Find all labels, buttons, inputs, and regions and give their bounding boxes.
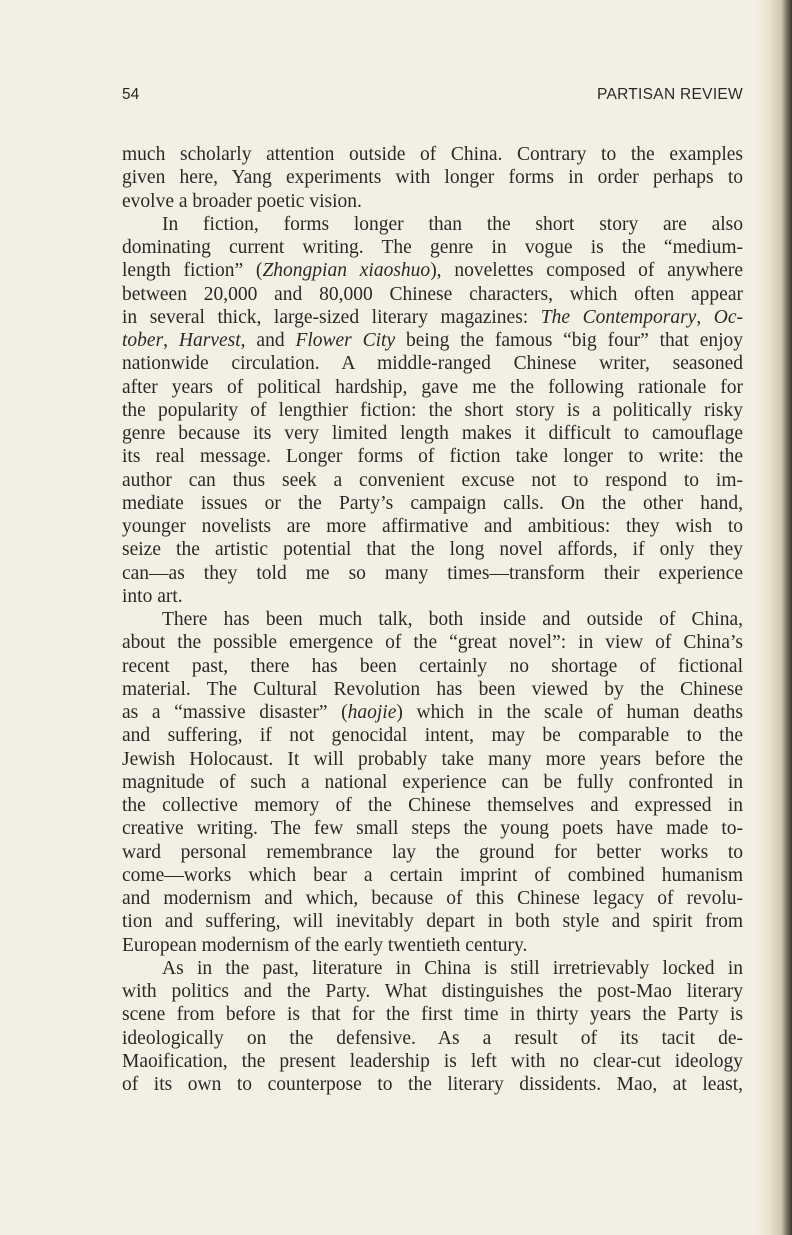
text-segment: mediate issues or the Party’s campaign calls. On the other hand, (122, 492, 743, 514)
italic-term: Oc- (713, 306, 744, 328)
italic-term: Harvest (178, 330, 241, 351)
italic-term: The Contemporary (540, 306, 697, 328)
text-line (122, 631, 743, 654)
text-line (122, 678, 743, 701)
text-line (122, 864, 743, 887)
text-segment: Jewish Holocaust. It will probably take many more years before the (122, 748, 743, 770)
text-line (122, 957, 743, 980)
text-line (122, 1003, 743, 1026)
text-segment: author can thus seek a convenient excuse not to respond to im- (122, 469, 743, 491)
text-line (122, 376, 743, 399)
italic-term: tober (122, 330, 164, 351)
text-segment: come—works which bear a certain imprint of combined humanism (122, 864, 743, 886)
text-line (122, 1050, 743, 1073)
text-line (122, 352, 743, 375)
text-line (122, 608, 743, 631)
text-line (122, 492, 743, 515)
text-segment: recent past, there has been certainly no shortage of fictional (122, 655, 743, 677)
text-line (122, 213, 743, 236)
text-segment: ward personal remembrance lay the ground for better works to (122, 841, 743, 863)
text-segment: evolve a broader poetic vision. (122, 190, 362, 212)
italic-term: Flower City (295, 330, 396, 351)
text-line (122, 538, 743, 561)
italic-term: Zhongpian xiaoshuo (262, 260, 431, 282)
text-line (122, 399, 743, 422)
text-segment: material. The Cultural Revolution has been viewed by the Chinese (122, 678, 743, 700)
text-line (122, 329, 743, 352)
book-binding-shadow (756, 0, 792, 1235)
text-line (122, 259, 743, 282)
text-line (122, 794, 743, 817)
italic-term: haojie (347, 702, 397, 723)
text-segment: younger novelists are more affirmative and ambitious: they wish to (122, 516, 743, 537)
text-segment: Maoification, the present leadership is left with no clear-cut ideology (122, 1050, 743, 1072)
text-segment: length fiction” ( (122, 260, 263, 282)
text-segment: being the famous “big four” that enjoy (395, 330, 744, 351)
text-line (122, 306, 743, 329)
text-line (122, 190, 743, 213)
text-line (122, 934, 743, 957)
journal-title: PARTISAN REVIEW (596, 86, 743, 103)
text-segment: given here, Yang experiments with longer forms in order perhaps to (122, 167, 743, 189)
text-line (122, 724, 743, 747)
text-line (122, 236, 743, 259)
text-segment: the collective memory of the Chinese themselves and expressed in (122, 795, 743, 816)
text-segment: nationwide circulation. A middle-ranged Chinese writer, seasoned (122, 353, 743, 375)
text-segment: ) which in the scale of human deaths (396, 702, 743, 723)
text-segment: and suffering, if not genocidal intent, may be comparable to the (122, 725, 743, 747)
text-segment: between 20,000 and 80,000 Chinese characters, which often appear (122, 283, 743, 305)
text-line (122, 817, 743, 840)
text-line (122, 469, 743, 492)
text-line (122, 771, 743, 794)
article-body-text (122, 143, 743, 1096)
running-header (122, 86, 743, 108)
text-line (122, 143, 743, 166)
text-segment: European modernism of the early twentieth century. (122, 934, 528, 956)
text-line (122, 422, 743, 445)
text-segment: its real message. Longer forms of fiction take longer to write: the (122, 446, 743, 468)
text-segment: , (163, 330, 179, 351)
text-line (122, 585, 743, 608)
text-segment: dominating current writing. The genre in vogue is the “medium- (122, 237, 743, 258)
text-segment: much scholarly attention outside of China. Contrary to the examples (122, 144, 743, 165)
text-segment: , (696, 306, 714, 328)
text-line (122, 1073, 743, 1096)
text-segment: genre because its very limited length makes it difficult to camouflage (122, 423, 743, 444)
text-segment: ideologically on the defensive. As a result of its tacit de- (122, 1027, 743, 1049)
text-line (122, 701, 743, 724)
text-segment: of its own to counterpose to the literary dissidents. Mao, at least, (122, 1074, 743, 1095)
text-line (122, 283, 743, 306)
text-segment: In fiction, forms longer than the short story are also (162, 213, 743, 235)
text-segment: scene from before is that for the first time in thirty years the Party is (122, 1004, 743, 1026)
text-segment: in several thick, large-sized literary magazines: (122, 306, 541, 328)
text-segment: magnitude of such a national experience can be fully confronted in (122, 771, 743, 793)
text-segment: as a “massive disaster” ( (122, 702, 348, 723)
text-segment: As in the past, literature in China is still irretrievably locked in (162, 957, 743, 979)
text-line (122, 980, 743, 1003)
text-line (122, 910, 743, 933)
text-segment: , and (240, 330, 296, 351)
text-line (122, 887, 743, 910)
text-line (122, 445, 743, 468)
text-segment: seize the artistic potential that the long novel affords, if only they (122, 539, 743, 561)
text-segment: with politics and the Party. What distinguishes the post-Mao literary (122, 981, 743, 1002)
text-segment: can—as they told me so many times—transform their experience (122, 562, 743, 584)
text-segment: about the possible emergence of the “great novel”: in view of China’s (122, 632, 743, 654)
text-segment: There has been much talk, both inside and outside of China, (162, 609, 743, 630)
text-line (122, 841, 743, 864)
text-segment: into art. (122, 585, 183, 607)
text-line (122, 562, 743, 585)
text-line (122, 655, 743, 678)
text-segment: tion and suffering, will inevitably depart in both style and spirit from (122, 911, 743, 933)
text-segment: ), novelettes composed of anywhere (430, 260, 743, 282)
text-segment: creative writing. The few small steps the young poets have made to- (122, 818, 743, 840)
text-line (122, 748, 743, 771)
text-line (122, 1027, 743, 1050)
text-segment: the popularity of lengthier fiction: the short story is a politically risky (122, 399, 743, 421)
text-segment: and modernism and which, because of this Chinese legacy of revolu- (122, 888, 743, 909)
text-segment: after years of political hardship, gave me the following rationale for (122, 376, 743, 398)
page-number: 54 (122, 86, 140, 103)
text-line (122, 166, 743, 189)
text-line (122, 515, 743, 538)
